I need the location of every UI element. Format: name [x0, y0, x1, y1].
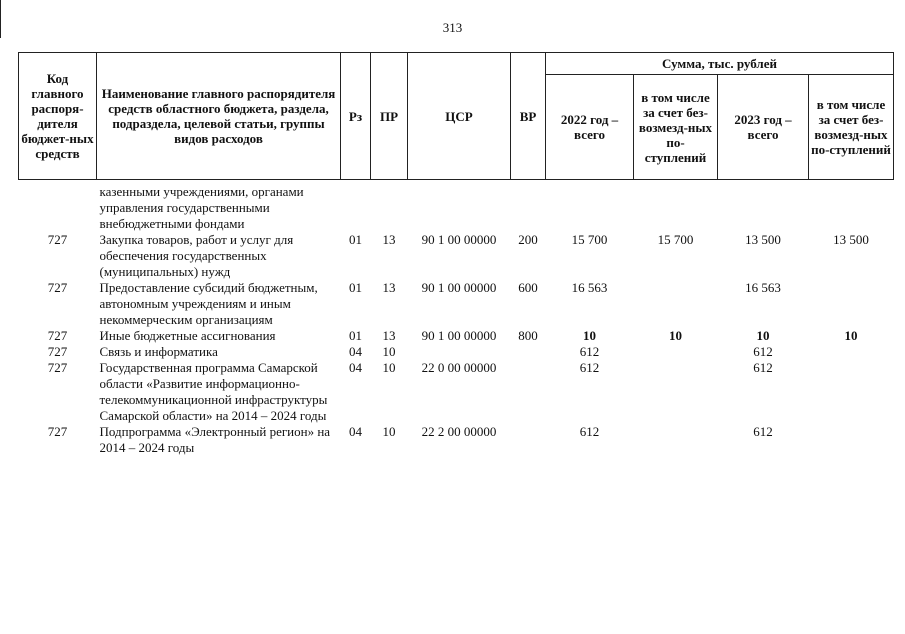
cell-csr [408, 180, 511, 233]
cell-v2023: 612 [753, 344, 773, 359]
cell-v2023: 10 [756, 328, 770, 343]
table-row [19, 328, 894, 344]
cell-v2022: 10 [583, 328, 596, 343]
cell-f2022 [634, 360, 718, 424]
cell-vr [511, 360, 546, 424]
cell-rz: 01 [349, 280, 362, 295]
cell-pr: 10 [382, 424, 396, 439]
cell-v2022: 15 700 [571, 232, 608, 247]
cell-v2022: 612 [579, 360, 600, 375]
cell-f2023 [809, 424, 894, 456]
cell-f2023: 13 500 [833, 232, 869, 247]
cell-pr [371, 180, 408, 233]
header-2023-free: в том числе за счет без-возмезд-ных по-ступлений [809, 75, 894, 180]
table-body [19, 180, 894, 457]
table-row [19, 424, 894, 456]
cell-name: Государственная программа Самарской области «Развитие информационно-телекоммуникационной инфраструктуры Самарской области» на 2014 – 2024 годы [99, 360, 328, 423]
cell-vr [511, 344, 546, 360]
budget-table [18, 52, 894, 456]
cell-f2023 [809, 344, 894, 360]
cell-v2022 [546, 180, 634, 233]
cell-vr: 800 [518, 328, 538, 343]
cell-csr: 90 1 00 00000 [421, 232, 497, 247]
cell-rz: 01 [349, 328, 362, 343]
cell-code: 727 [47, 360, 68, 375]
cell-f2023 [809, 280, 894, 328]
table-row [19, 344, 894, 360]
cell-name: Иные бюджетные ассигнования [99, 328, 276, 343]
cell-code: 727 [47, 328, 68, 343]
cell-v2022: 16 563 [571, 280, 608, 295]
cell-pr: 10 [382, 344, 396, 359]
header-code: Код главного распоря-дителя бюджет-ных средств [19, 53, 97, 180]
cell-rz: 01 [349, 232, 362, 247]
cell-pr: 13 [382, 328, 396, 343]
table-row [19, 232, 894, 280]
cell-v2022: 612 [579, 424, 600, 439]
table-row [19, 180, 894, 233]
table-header [19, 53, 894, 180]
table-row [19, 280, 894, 328]
cell-f2023 [809, 360, 894, 424]
header-name: Наименование главного распорядителя средств областного бюджета, раздела, подраздела, целевой статьи, группы видов расходов [97, 53, 341, 180]
cell-v2023 [718, 180, 809, 233]
page-number: 313 [442, 20, 463, 35]
cell-pr: 13 [382, 232, 396, 247]
cell-code: 727 [47, 344, 68, 359]
cell-v2022: 612 [579, 344, 600, 359]
cell-v2023: 612 [753, 360, 773, 375]
cell-rz: 04 [349, 360, 362, 375]
cell-vr [511, 424, 546, 456]
cell-f2022 [634, 424, 718, 456]
cell-csr: 90 1 00 00000 [421, 328, 497, 343]
header-sum: Сумма, тыс. рублей [546, 53, 894, 75]
cell-csr: 22 0 00 00000 [421, 360, 497, 375]
cell-name: Предоставление субсидий бюджетным, автономным учреждениям и иным некоммерческим организациям [99, 280, 318, 327]
cell-code: 727 [47, 280, 68, 295]
cell-rz: 04 [349, 424, 362, 439]
cell-rz: 04 [349, 344, 362, 359]
cell-csr: 22 2 00 00000 [421, 424, 497, 439]
cell-f2022: 15 700 [657, 232, 694, 247]
cell-vr: 600 [518, 280, 538, 295]
cell-vr [511, 180, 546, 233]
header-vr: ВР [511, 53, 546, 180]
table-row [19, 360, 894, 424]
cell-f2023: 10 [844, 328, 858, 343]
cell-pr: 13 [382, 280, 396, 295]
cell-pr: 10 [382, 360, 396, 375]
cell-rz [341, 180, 371, 233]
cell-code [19, 180, 97, 233]
cell-f2022 [634, 280, 718, 328]
cell-f2022 [634, 344, 718, 360]
header-2022-total: 2022 год – всего [546, 75, 634, 180]
cell-f2022: 10 [669, 328, 682, 343]
header-pr: ПР [371, 53, 408, 180]
cell-csr: 90 1 00 00000 [421, 280, 497, 295]
cell-name: Связь и информатика [99, 344, 218, 359]
cell-v2023: 16 563 [745, 280, 781, 295]
cell-code: 727 [47, 232, 68, 247]
cell-name: Подпрограмма «Электронный регион» на 2014 – 2024 годы [99, 424, 331, 455]
cell-name: Закупка товаров, работ и услуг для обеспечения государственных (муниципальных) нужд [99, 232, 294, 279]
header-2023-total: 2023 год – всего [718, 75, 809, 180]
header-2022-free: в том числе за счет без-возмезд-ных по-ступлений [634, 75, 718, 180]
cell-csr [408, 344, 511, 360]
header-csr: ЦСР [408, 53, 511, 180]
cell-v2023: 13 500 [745, 232, 781, 247]
cell-code: 727 [47, 424, 68, 439]
cell-f2023 [809, 180, 894, 233]
cell-f2022 [634, 180, 718, 233]
cell-vr: 200 [518, 232, 538, 247]
cell-name: казенными учреждениями, органами управления государственными внебюджетными фондами [99, 184, 304, 231]
header-rz: Рз [341, 53, 371, 180]
cell-v2023: 612 [753, 424, 773, 439]
